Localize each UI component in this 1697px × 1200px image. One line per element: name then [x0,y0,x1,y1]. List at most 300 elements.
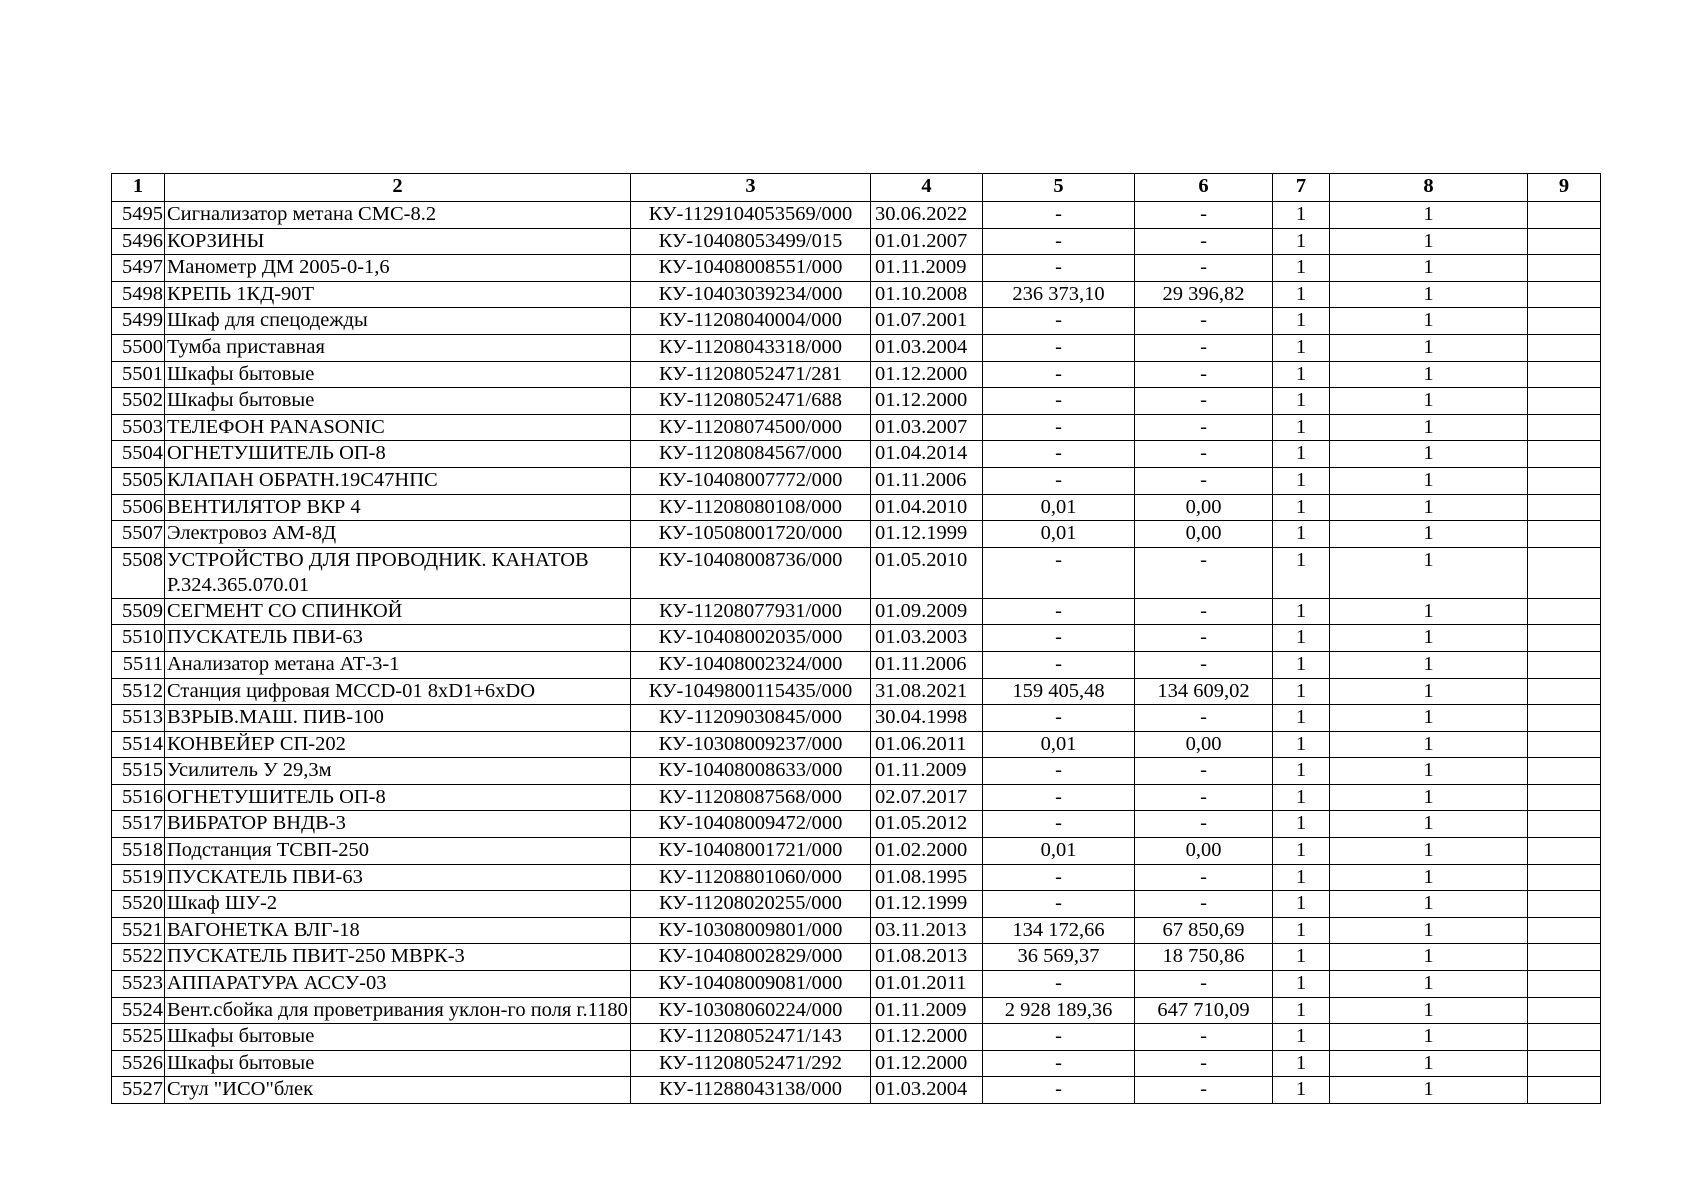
date-cell: 01.06.2011 [871,731,983,758]
value-col-6-cell: 67 850,69 [1135,917,1273,944]
value-col-8-cell: 1 [1330,467,1528,494]
item-name-cell: КОРЗИНЫ [165,228,631,255]
value-col-6-cell: - [1135,598,1273,625]
item-name-cell: КЛАПАН ОБРАТН.19С47НПС [165,467,631,494]
column-header-7: 7 [1273,174,1330,202]
value-col-5-cell: 236 373,10 [983,281,1135,308]
row-number-cell: 5516 [112,784,165,811]
inventory-table [111,173,1601,1104]
value-col-7-cell: 1 [1273,361,1330,388]
value-col-8-cell: 1 [1330,441,1528,468]
value-col-9-cell [1528,467,1601,494]
row-number-cell: 5512 [112,678,165,705]
date-cell: 01.05.2012 [871,811,983,838]
row-number-cell: 5499 [112,308,165,335]
value-col-8-cell: 1 [1330,1024,1528,1051]
value-col-6-cell: - [1135,334,1273,361]
value-col-9-cell [1528,547,1601,598]
value-col-8-cell: 1 [1330,521,1528,548]
value-col-7-cell: 1 [1273,997,1330,1024]
date-cell: 01.11.2009 [871,997,983,1024]
table-row [112,625,1601,652]
value-col-5-cell: - [983,202,1135,229]
row-number-cell: 5498 [112,281,165,308]
value-col-6-cell: - [1135,1077,1273,1104]
date-cell: 01.07.2001 [871,308,983,335]
date-cell: 01.12.1999 [871,891,983,918]
item-name-cell: Усилитель У 29,3м [165,758,631,785]
inventory-code-cell: КУ-11208801060/000 [631,864,871,891]
table-header [112,174,1601,202]
value-col-8-cell: 1 [1330,705,1528,732]
value-col-8-cell: 1 [1330,731,1528,758]
row-number-cell: 5505 [112,467,165,494]
value-col-9-cell [1528,917,1601,944]
value-col-8-cell: 1 [1330,784,1528,811]
value-col-7-cell: 1 [1273,441,1330,468]
value-col-5-cell: - [983,547,1135,598]
column-header-9: 9 [1528,174,1601,202]
table-row [112,1077,1601,1104]
column-header-5: 5 [983,174,1135,202]
item-name-cell: ВАГОНЕТКА ВЛГ-18 [165,917,631,944]
item-name-cell: Шкафы бытовые [165,1050,631,1077]
date-cell: 01.01.2007 [871,228,983,255]
inventory-code-cell: КУ-10403039234/000 [631,281,871,308]
value-col-5-cell: - [983,651,1135,678]
value-col-5-cell: 2 928 189,36 [983,997,1135,1024]
value-col-6-cell: - [1135,255,1273,282]
row-number-cell: 5509 [112,598,165,625]
value-col-9-cell [1528,228,1601,255]
value-col-6-cell: - [1135,388,1273,415]
inventory-code-cell: КУ-11209030845/000 [631,705,871,732]
row-number-cell: 5527 [112,1077,165,1104]
value-col-8-cell: 1 [1330,1077,1528,1104]
value-col-7-cell: 1 [1273,281,1330,308]
value-col-5-cell: - [983,625,1135,652]
value-col-6-cell: - [1135,1050,1273,1077]
item-name-cell: ПУСКАТЕЛЬ ПВИ-63 [165,625,631,652]
date-cell: 01.11.2009 [871,758,983,785]
value-col-9-cell [1528,758,1601,785]
value-col-6-cell: - [1135,864,1273,891]
value-col-6-cell: - [1135,811,1273,838]
value-col-7-cell: 1 [1273,388,1330,415]
inventory-code-cell: КУ-11208020255/000 [631,891,871,918]
value-col-5-cell: - [983,334,1135,361]
value-col-8-cell: 1 [1330,997,1528,1024]
inventory-code-cell: КУ-10408008633/000 [631,758,871,785]
value-col-9-cell [1528,494,1601,521]
value-col-5-cell: - [983,784,1135,811]
value-col-8-cell: 1 [1330,494,1528,521]
item-name-cell: Сигнализатор метана СМС-8.2 [165,202,631,229]
value-col-5-cell: - [983,705,1135,732]
column-header-4: 4 [871,174,983,202]
value-col-7-cell: 1 [1273,414,1330,441]
row-number-cell: 5517 [112,811,165,838]
row-number-cell: 5496 [112,228,165,255]
inventory-code-cell: КУ-10408009081/000 [631,971,871,998]
value-col-7-cell: 1 [1273,308,1330,335]
value-col-5-cell: - [983,388,1135,415]
table-row [112,334,1601,361]
value-col-9-cell [1528,838,1601,865]
item-name-cell: Анализатор метана АТ-3-1 [165,651,631,678]
inventory-code-cell: КУ-10408001721/000 [631,838,871,865]
value-col-5-cell: - [983,598,1135,625]
value-col-8-cell: 1 [1330,334,1528,361]
row-number-cell: 5515 [112,758,165,785]
value-col-8-cell: 1 [1330,414,1528,441]
value-col-9-cell [1528,202,1601,229]
inventory-code-cell: КУ-10408053499/015 [631,228,871,255]
table-row [112,811,1601,838]
table-row [112,255,1601,282]
value-col-7-cell: 1 [1273,255,1330,282]
value-col-8-cell: 1 [1330,202,1528,229]
row-number-cell: 5519 [112,864,165,891]
value-col-6-cell: - [1135,891,1273,918]
inventory-code-cell: КУ-11208052471/688 [631,388,871,415]
value-col-5-cell: 0,01 [983,494,1135,521]
date-cell: 01.08.2013 [871,944,983,971]
value-col-6-cell: - [1135,441,1273,468]
value-col-5-cell: - [983,228,1135,255]
column-header-2: 2 [165,174,631,202]
row-number-cell: 5521 [112,917,165,944]
item-name-cell: ОГНЕТУШИТЕЛЬ ОП-8 [165,784,631,811]
value-col-5-cell: - [983,308,1135,335]
value-col-8-cell: 1 [1330,228,1528,255]
value-col-6-cell: - [1135,971,1273,998]
inventory-code-cell: КУ-10308009237/000 [631,731,871,758]
value-col-9-cell [1528,864,1601,891]
row-number-cell: 5518 [112,838,165,865]
row-number-cell: 5504 [112,441,165,468]
table-row [112,1024,1601,1051]
inventory-code-cell: КУ-11208052471/143 [631,1024,871,1051]
value-col-7-cell: 1 [1273,891,1330,918]
value-col-6-cell: - [1135,467,1273,494]
item-name-cell: ВЕНТИЛЯТОР ВКР 4 [165,494,631,521]
date-cell: 01.03.2007 [871,414,983,441]
table-row [112,281,1601,308]
value-col-6-cell: - [1135,784,1273,811]
inventory-code-cell: КУ-11208052471/292 [631,1050,871,1077]
value-col-8-cell: 1 [1330,917,1528,944]
value-col-9-cell [1528,521,1601,548]
value-col-9-cell [1528,598,1601,625]
table-row [112,414,1601,441]
inventory-code-cell: КУ-10408002035/000 [631,625,871,652]
value-col-5-cell: - [983,1077,1135,1104]
value-col-9-cell [1528,705,1601,732]
item-name-cell: Шкаф ШУ-2 [165,891,631,918]
date-cell: 01.12.2000 [871,388,983,415]
value-col-6-cell: 0,00 [1135,521,1273,548]
value-col-7-cell: 1 [1273,678,1330,705]
table-row [112,308,1601,335]
item-name-cell: Шкафы бытовые [165,361,631,388]
table-row [112,678,1601,705]
value-col-6-cell: 29 396,82 [1135,281,1273,308]
item-name-cell: Шкафы бытовые [165,388,631,415]
row-number-cell: 5497 [112,255,165,282]
header-row [112,174,1601,202]
value-col-7-cell: 1 [1273,1050,1330,1077]
value-col-9-cell [1528,678,1601,705]
column-header-8: 8 [1330,174,1528,202]
inventory-code-cell: КУ-10408002829/000 [631,944,871,971]
table-row [112,547,1601,598]
value-col-9-cell [1528,441,1601,468]
value-col-7-cell: 1 [1273,784,1330,811]
value-col-8-cell: 1 [1330,598,1528,625]
inventory-code-cell: КУ-1049800115435/000 [631,678,871,705]
value-col-7-cell: 1 [1273,334,1330,361]
value-col-5-cell: - [983,414,1135,441]
item-name-cell: СЕГМЕНТ СО СПИНКОЙ [165,598,631,625]
item-name-cell: Вент.сбойка для проветривания уклон-го поля г.1180 [165,997,631,1024]
row-number-cell: 5522 [112,944,165,971]
inventory-code-cell: КУ-11208084567/000 [631,441,871,468]
value-col-5-cell: - [983,1024,1135,1051]
value-col-5-cell: 0,01 [983,521,1135,548]
row-number-cell: 5507 [112,521,165,548]
value-col-7-cell: 1 [1273,944,1330,971]
table-row [112,494,1601,521]
value-col-8-cell: 1 [1330,678,1528,705]
item-name-cell: ТЕЛЕФОН PANASONIC [165,414,631,441]
row-number-cell: 5508 [112,547,165,598]
value-col-6-cell: - [1135,547,1273,598]
item-name-cell: УСТРОЙСТВО ДЛЯ ПРОВОДНИК. КАНАТОВ Р.324.365.070.01 [165,547,631,598]
value-col-6-cell: 18 750,86 [1135,944,1273,971]
item-name-cell: Шкаф для спецодежды [165,308,631,335]
value-col-7-cell: 1 [1273,811,1330,838]
value-col-8-cell: 1 [1330,547,1528,598]
date-cell: 01.11.2006 [871,467,983,494]
value-col-6-cell: 134 609,02 [1135,678,1273,705]
row-number-cell: 5525 [112,1024,165,1051]
table-row [112,971,1601,998]
row-number-cell: 5513 [112,705,165,732]
inventory-code-cell: КУ-10408002324/000 [631,651,871,678]
value-col-9-cell [1528,944,1601,971]
value-col-5-cell: - [983,758,1135,785]
item-name-cell: Электровоз АМ-8Д [165,521,631,548]
value-col-9-cell [1528,414,1601,441]
value-col-6-cell: - [1135,308,1273,335]
inventory-code-cell: КУ-11208040004/000 [631,308,871,335]
table-row [112,441,1601,468]
table-row [112,598,1601,625]
date-cell: 03.11.2013 [871,917,983,944]
item-name-cell: ПУСКАТЕЛЬ ПВИ-63 [165,864,631,891]
value-col-7-cell: 1 [1273,547,1330,598]
value-col-7-cell: 1 [1273,651,1330,678]
item-name-cell: ВИБРАТОР ВНДВ-3 [165,811,631,838]
date-cell: 01.12.2000 [871,361,983,388]
value-col-9-cell [1528,625,1601,652]
inventory-code-cell: КУ-1129104053569/000 [631,202,871,229]
inventory-code-cell: КУ-10508001720/000 [631,521,871,548]
item-name-cell: ОГНЕТУШИТЕЛЬ ОП-8 [165,441,631,468]
date-cell: 01.08.1995 [871,864,983,891]
value-col-7-cell: 1 [1273,1077,1330,1104]
value-col-5-cell: - [983,811,1135,838]
value-col-5-cell: 0,01 [983,731,1135,758]
date-cell: 01.05.2010 [871,547,983,598]
value-col-8-cell: 1 [1330,255,1528,282]
item-name-cell: Подстанция ТСВП-250 [165,838,631,865]
value-col-8-cell: 1 [1330,625,1528,652]
value-col-8-cell: 1 [1330,758,1528,785]
item-name-cell: Тумба приставная [165,334,631,361]
value-col-8-cell: 1 [1330,361,1528,388]
row-number-cell: 5514 [112,731,165,758]
value-col-5-cell: - [983,971,1135,998]
table-row [112,917,1601,944]
value-col-8-cell: 1 [1330,811,1528,838]
value-col-9-cell [1528,811,1601,838]
date-cell: 01.12.2000 [871,1050,983,1077]
column-header-6: 6 [1135,174,1273,202]
value-col-8-cell: 1 [1330,651,1528,678]
date-cell: 01.03.2003 [871,625,983,652]
inventory-code-cell: КУ-11208080108/000 [631,494,871,521]
row-number-cell: 5511 [112,651,165,678]
value-col-9-cell [1528,255,1601,282]
inventory-code-cell: КУ-11208074500/000 [631,414,871,441]
date-cell: 01.12.2000 [871,1024,983,1051]
value-col-8-cell: 1 [1330,864,1528,891]
value-col-6-cell: 0,00 [1135,838,1273,865]
table-row [112,944,1601,971]
date-cell: 02.07.2017 [871,784,983,811]
value-col-9-cell [1528,891,1601,918]
value-col-7-cell: 1 [1273,467,1330,494]
value-col-9-cell [1528,308,1601,335]
value-col-7-cell: 1 [1273,864,1330,891]
value-col-7-cell: 1 [1273,1024,1330,1051]
value-col-9-cell [1528,651,1601,678]
row-number-cell: 5523 [112,971,165,998]
date-cell: 01.04.2014 [871,441,983,468]
date-cell: 01.11.2006 [871,651,983,678]
row-number-cell: 5520 [112,891,165,918]
value-col-6-cell: - [1135,1024,1273,1051]
inventory-code-cell: КУ-11288043138/000 [631,1077,871,1104]
value-col-5-cell: 0,01 [983,838,1135,865]
inventory-code-cell: КУ-10308009801/000 [631,917,871,944]
inventory-code-cell: КУ-10408008736/000 [631,547,871,598]
value-col-7-cell: 1 [1273,521,1330,548]
value-col-5-cell: - [983,467,1135,494]
table-row [112,864,1601,891]
row-number-cell: 5501 [112,361,165,388]
date-cell: 30.04.1998 [871,705,983,732]
value-col-5-cell: - [983,441,1135,468]
date-cell: 01.03.2004 [871,334,983,361]
value-col-7-cell: 1 [1273,731,1330,758]
item-name-cell: КОНВЕЙЕР СП-202 [165,731,631,758]
date-cell: 01.11.2009 [871,255,983,282]
table-row [112,758,1601,785]
inventory-code-cell: КУ-11208077931/000 [631,598,871,625]
value-col-8-cell: 1 [1330,971,1528,998]
value-col-9-cell [1528,1024,1601,1051]
value-col-5-cell: - [983,361,1135,388]
value-col-8-cell: 1 [1330,891,1528,918]
value-col-9-cell [1528,784,1601,811]
row-number-cell: 5503 [112,414,165,441]
value-col-9-cell [1528,971,1601,998]
value-col-6-cell: - [1135,705,1273,732]
date-cell: 01.09.2009 [871,598,983,625]
table-row [112,705,1601,732]
value-col-5-cell: - [983,864,1135,891]
table-row [112,784,1601,811]
value-col-8-cell: 1 [1330,838,1528,865]
row-number-cell: 5524 [112,997,165,1024]
value-col-6-cell: - [1135,651,1273,678]
value-col-6-cell: 0,00 [1135,731,1273,758]
table-row [112,228,1601,255]
value-col-5-cell: - [983,255,1135,282]
row-number-cell: 5495 [112,202,165,229]
table-row [112,651,1601,678]
inventory-code-cell: КУ-10408007772/000 [631,467,871,494]
table-row [112,838,1601,865]
value-col-7-cell: 1 [1273,625,1330,652]
inventory-code-cell: КУ-10308060224/000 [631,997,871,1024]
item-name-cell: ВЗРЫВ.МАШ. ПИВ-100 [165,705,631,732]
table-body [112,202,1601,1104]
value-col-6-cell: - [1135,202,1273,229]
value-col-9-cell [1528,281,1601,308]
inventory-code-cell: КУ-10408008551/000 [631,255,871,282]
item-name-cell: Манометр ДМ 2005-0-1,6 [165,255,631,282]
value-col-6-cell: - [1135,414,1273,441]
value-col-5-cell: 134 172,66 [983,917,1135,944]
value-col-7-cell: 1 [1273,705,1330,732]
value-col-9-cell [1528,334,1601,361]
value-col-8-cell: 1 [1330,1050,1528,1077]
value-col-7-cell: 1 [1273,494,1330,521]
value-col-7-cell: 1 [1273,202,1330,229]
value-col-6-cell: - [1135,228,1273,255]
column-header-3: 3 [631,174,871,202]
value-col-6-cell: - [1135,361,1273,388]
row-number-cell: 5502 [112,388,165,415]
table-row [112,521,1601,548]
date-cell: 30.06.2022 [871,202,983,229]
value-col-8-cell: 1 [1330,388,1528,415]
inventory-code-cell: КУ-10408009472/000 [631,811,871,838]
row-number-cell: 5526 [112,1050,165,1077]
value-col-9-cell [1528,997,1601,1024]
value-col-8-cell: 1 [1330,944,1528,971]
table-row [112,731,1601,758]
value-col-7-cell: 1 [1273,758,1330,785]
row-number-cell: 5506 [112,494,165,521]
item-name-cell: АППАРАТУРА АССУ-03 [165,971,631,998]
date-cell: 01.10.2008 [871,281,983,308]
item-name-cell: Стул "ИСО"блек [165,1077,631,1104]
